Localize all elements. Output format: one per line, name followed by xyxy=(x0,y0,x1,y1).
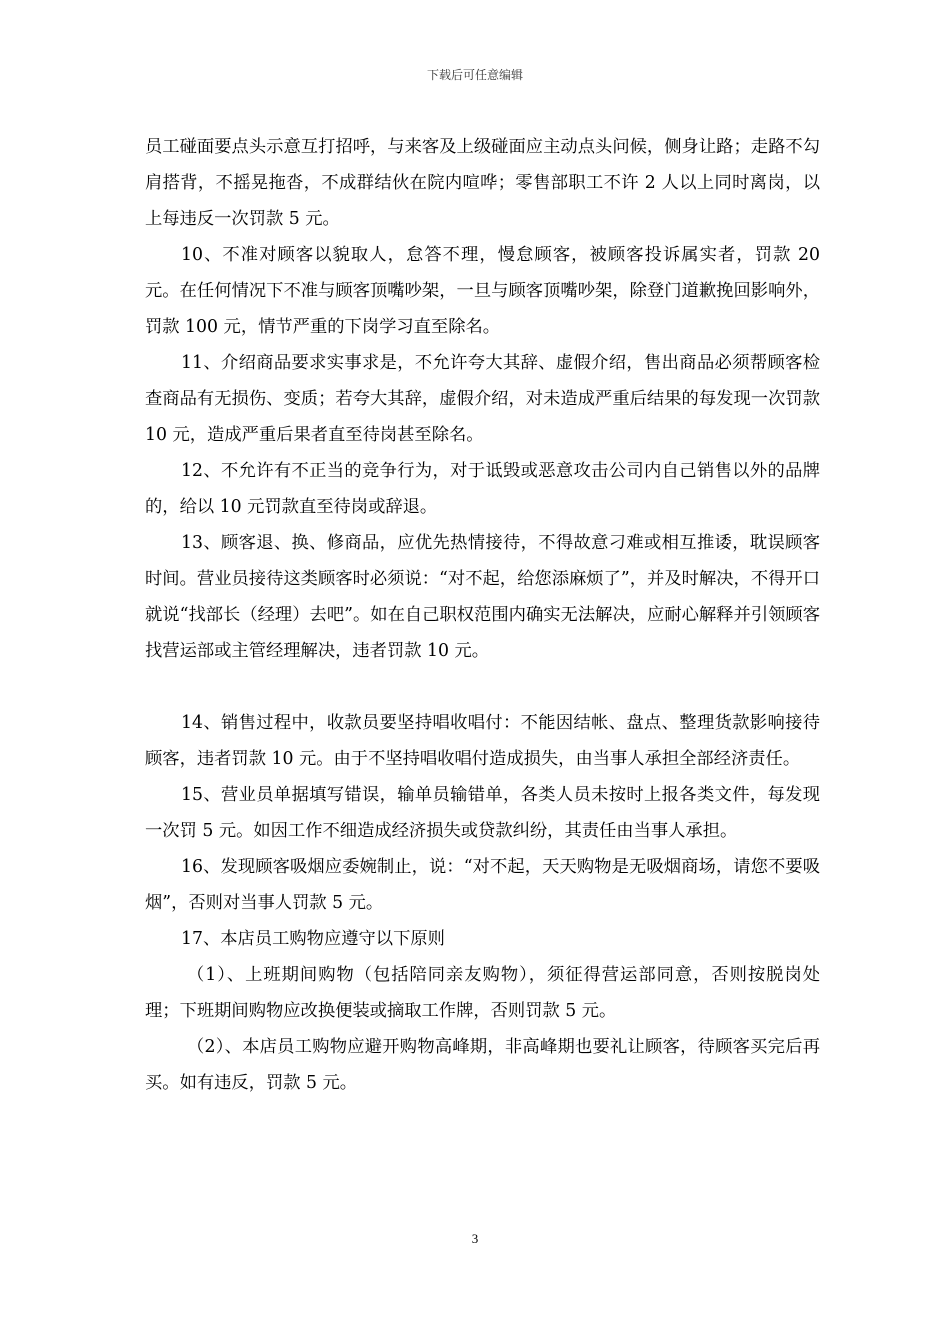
paragraph-rule-15: 15、营业员单据填写错误，输单员输错单，各类人员未按时上报各类文件，每发现一次罚 5 元。如因工作不细造成经济损失或贷款纠纷，其责任由当事人承担。 xyxy=(145,785,820,841)
paragraph-rule-17: 17、本店员工购物应遵守以下原则 xyxy=(181,929,445,949)
page-number: 3 xyxy=(471,1231,479,1246)
paragraph-rule-13: 13、顾客退、换、修商品，应优先热情接待，不得故意刁难或相互推诿，耽误顾客时间。营业员接待这类顾客时必须说：“对不起，给您添麻烦了”，并及时解决，不得开口就说“找部长（经理）去吧”。如在自己职权范围内确实无法解决，应耐心解释并引领顾客找营运部或主管经理解决，违者罚款 10 元。 xyxy=(145,533,820,661)
paragraph-continuation: 员工碰面要点头示意互打招呼，与来客及上级碰面应主动点头问候，侧身让路；走路不勾肩搭背，不摇晃拖沓，不成群结伙在院内喧哗；零售部职工不许 2 人以上同时离岗，以上每违反一次罚款 5 元。 xyxy=(145,137,820,229)
paragraph-rule-16: 16、发现顾客吸烟应委婉制止，说：“对不起，天天购物是无吸烟商场，请您不要吸烟”，否则对当事人罚款 5 元。 xyxy=(145,857,820,913)
paragraph-gap xyxy=(145,669,820,705)
page-header: 下载后可任意编辑 xyxy=(426,68,523,82)
paragraph-rule-17-item-1: （1）、上班期间购物（包括陪同亲友购物），须征得营运部同意，否则按脱岗处理；下班期间购物应改换便装或摘取工作牌，否则罚款 5 元。 xyxy=(145,965,820,1021)
paragraph-rule-11: 11、介绍商品要求实事求是，不允许夸大其辞、虚假介绍，售出商品必须帮顾客检查商品有无损伤、变质；若夸大其辞，虚假介绍，对未造成严重后结果的每发现一次罚款 10 元，造成严重后果者直至待岗甚至除名。 xyxy=(145,353,820,445)
paragraph-rule-17-item-2: （2）、本店员工购物应避开购物高峰期，非高峰期也要礼让顾客，待顾客买完后再买。如有违反，罚款 5 元。 xyxy=(145,1037,820,1093)
paragraph-rule-14: 14、销售过程中，收款员要坚持唱收唱付：不能因结帐、盘点、整理货款影响接待顾客，违者罚款 10 元。由于不坚持唱收唱付造成损失，由当事人承担全部经济责任。 xyxy=(145,713,820,769)
document-body xyxy=(145,129,820,1101)
paragraph-rule-10: 10、不准对顾客以貌取人，怠答不理，慢怠顾客，被顾客投诉属实者，罚款 20 元。在任何情况下不准与顾客顶嘴吵架，一旦与顾客顶嘴吵架，除登门道歉挽回影响外，罚款 100 元，情节严重的下岗学习直至除名。 xyxy=(145,245,820,337)
paragraph-rule-12: 12、不允许有不正当的竞争行为，对于诋毁或恶意攻击公司内自己销售以外的品牌的，给以 10 元罚款直至待岗或辞退。 xyxy=(145,461,820,517)
